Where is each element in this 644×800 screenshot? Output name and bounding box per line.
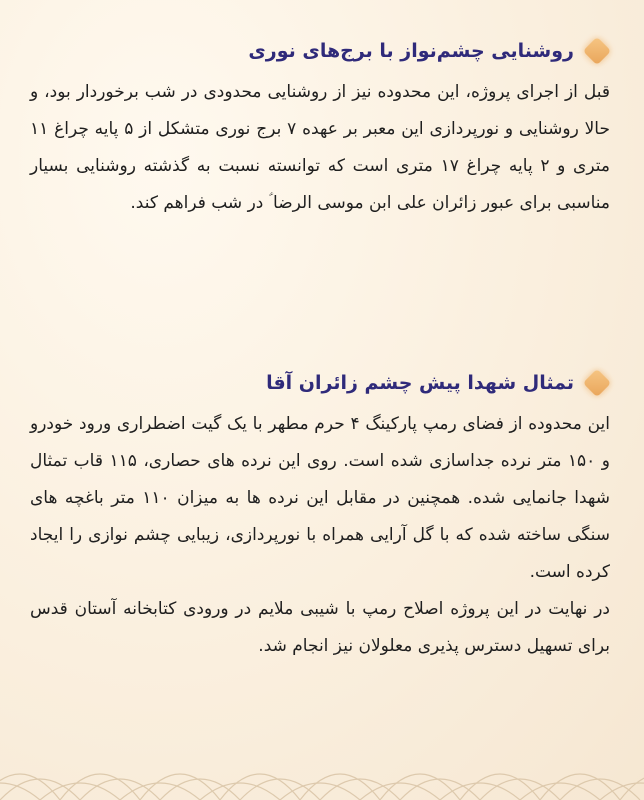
section-heading [30, 34, 614, 68]
section-title: روشنایی چشم‌نواز با برج‌های نوری [248, 40, 574, 62]
section-paragraph: قبل از اجرای پروژه، این محدوده نیز از روشنایی محدودی در شب برخوردار بود، و حالا روشنایی و نورپردازی این معبر بر عهده ۷ برج نوری متشکل از ۵ پایه چراغ ۱۱ متری و ۲ پایه چراغ ۱۷ متری است که توانسته نسبت به گذشته روشنایی بسیار مناسبی برای عبور زائران علی ابن موسی الرضا ؑ در شب فراهم کند. [30, 82, 610, 213]
geometric-arch-pattern [0, 748, 644, 800]
section-heading [30, 366, 614, 400]
section-paragraph: این محدوده از فضای رمپ پارکینگ ۴ حرم مطهر با یک گیت اضطراری ورود خودرو و ۱۵۰ متر نرده جداسازی شده است. روی این نرده های حصاری، ۱۱۵ قاب تمثال شهدا جانمایی شده. همچنین در مقابل این نرده ها به میزان ۱۱۰ متر باغچه های سنگی ساخته شده که با گل آرایی همراه با نورپردازی، زیبایی چشم نوازی را ایجاد کرده است. [30, 414, 611, 582]
section-martyrs-portraits [30, 366, 614, 665]
diamond-bullet-icon [580, 34, 614, 68]
section-paragraph: در نهایت در این پروژه اصلاح رمپ با شیبی ملایم در ورودی کتابخانه آستان قدس برای تسهیل دسترس پذیری معلولان نیز انجام شد. [30, 599, 610, 656]
section-title: تمثال شهدا پیش چشم زائران آقا [266, 372, 574, 394]
section-light-towers [30, 34, 614, 222]
diamond-bullet-icon [580, 366, 614, 400]
